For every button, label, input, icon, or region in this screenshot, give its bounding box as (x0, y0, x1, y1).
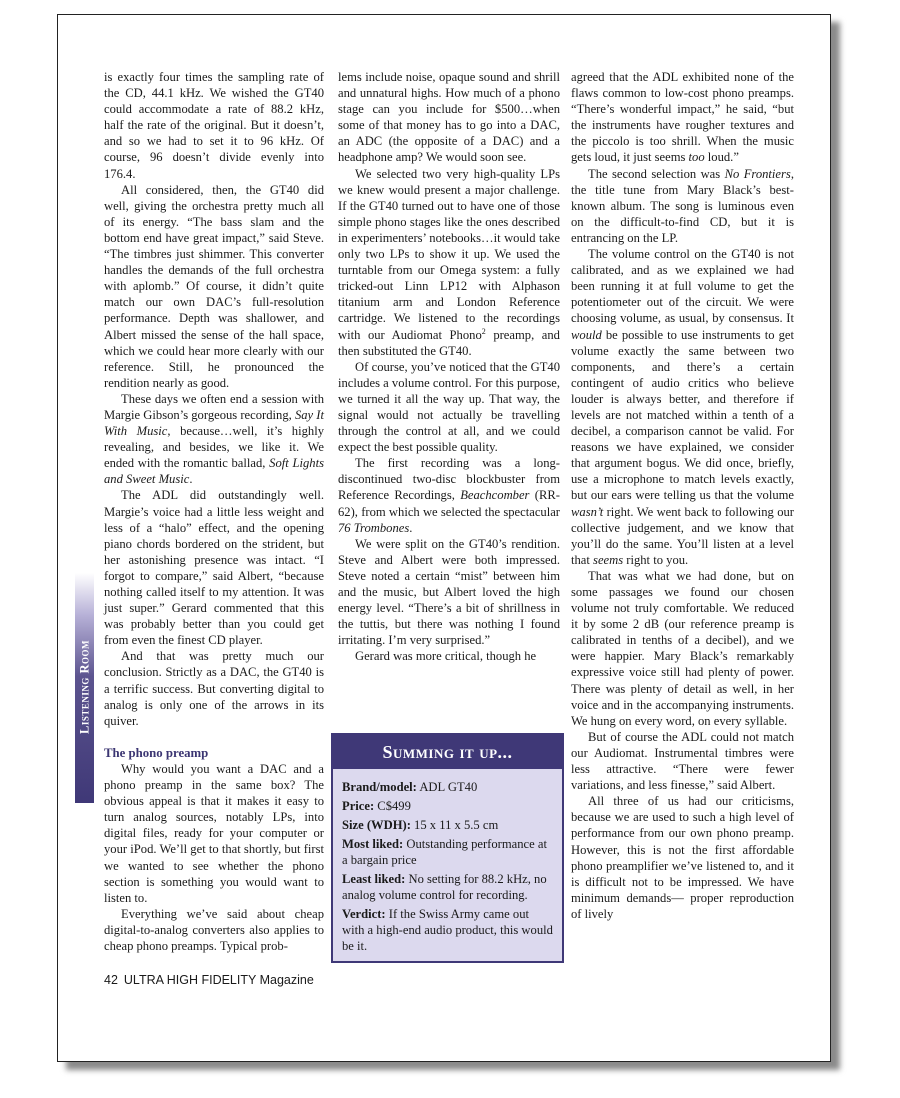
emphasis: seems (593, 552, 624, 567)
paragraph: That was what we had done, but on some passages we found our chosen volume not truly comfortable. We reduced it by some 2 dB (our reference preamp is calibrated in tenths of a decibel), and we were happier. Mary Black’s remarkably expressive voice still had plenty of power. There was plenty of detail as well, in her voice and in the accompanying instruments. We hung on every word, on every syllable. (571, 568, 794, 728)
summary-value: If the Swiss Army came out with a high-end audio product, this would be it. (342, 907, 553, 953)
summary-value: ADL GT40 (416, 780, 478, 794)
summary-price (342, 798, 554, 814)
magazine-name: ULTRA HIGH FIDELITY Magazine (123, 973, 314, 987)
magazine-page (57, 14, 831, 1062)
summary-value: 15 x 11 x 5.5 cm (410, 818, 499, 832)
paragraph: lems include noise, opaque sound and shrill and unnatural highs. How much of a phono stage can you include for $500…when some of that money has to go into a DAC, an ADC (the opposite of a DAC) and a headphone amp? We would soon see. (338, 70, 560, 165)
summary-value: C$499 (374, 799, 411, 813)
summary-label: Verdict: (342, 907, 386, 921)
text-run: The second selection was (588, 166, 725, 181)
text-run: , because…well, it’s highly revealing, and besides, we like it. We ended with the romantic ballad, (104, 424, 324, 471)
summary-value: No setting for 88.2 kHz, no analog volume control for recording. (342, 872, 547, 902)
paragraph (338, 166, 560, 359)
summary-label: Least liked: (342, 872, 406, 886)
summary-value: Outstanding performance at a bargain price (342, 837, 547, 867)
song-title: Soft Lights and Sweet Music (104, 456, 324, 487)
column-2 (338, 69, 560, 664)
summary-heading: Summing it up... (333, 735, 562, 769)
paragraph: Everything we’ve said about cheap digital-to-analog converters also applies to cheap phono preamps. Typical prob- (104, 906, 324, 953)
text-run: right to you. (623, 552, 689, 567)
paragraph: But of course the ADL could not match our Audiomat. Instrumental timbres were less attractive. “There were fewer variations, and less finesse,” said Albert. (571, 729, 794, 793)
text-run: . (189, 472, 193, 487)
paragraph (571, 246, 794, 568)
paragraph (338, 455, 560, 535)
emphasis: wasn’t (571, 504, 604, 519)
summary-least-liked (342, 871, 554, 903)
summary-label: Most liked: (342, 837, 404, 851)
text-run: , the title tune from Mary Black’s best-known album. The song is luminous even on the difficult-to-find CD, but it is entrancing on the LP. (571, 166, 794, 245)
summary-size (342, 817, 554, 833)
paragraph: And that was pretty much our conclusion. Strictly as a DAC, the GT40 is a terrific success. But converting digital to analog is only one of the arrows in its quiver. (104, 649, 324, 728)
section-subhead: The phono preamp (104, 745, 209, 760)
paragraph: We were split on the GT40’s rendition. Steve and Albert were both impressed. Steve noted a certain “mist” between him and the music, but Albert loved the high energy level. “There’s a bit of shrillness in the tuttis, but there was nothing I found irritating. I’m very surprised.” (338, 536, 560, 648)
summary-most-liked (342, 836, 554, 868)
text-run: These days we often end a session with Margie Gibson’s gorgeous recording, (104, 391, 324, 422)
text-run: agreed that the ADL exhibited none of the flaws common to low-cost phono preamps. “There’s wonderful impact,” he said, “but the instruments have rougher textures and the piccolo is too shrill. When the music gets loud, it just seems (571, 70, 794, 165)
text-run: . (409, 520, 413, 535)
emphasis: would (571, 327, 602, 342)
album-title: Say It With Music (104, 407, 324, 439)
paragraph: is exactly four times the sampling rate of the CD, 44.1 kHz. We wished the GT40 could accommodate a rate of 88.2 kHz, half the rate of the original. But it doesn’t, and so we had to set it to 96 kHz. Of course, 96 doesn’t divide evenly into 176.4. (104, 70, 324, 181)
text-run: be possible to use instruments to get volume exactly the same between two components, and there’s a certain contingent of audio critics who believe louder is always better, and therefore if levels are not matched within a tenth of a decibel, a comparison cannot be valid. For reasons we have explained, we consider that argument bogus. We did once, briefly, use a microphone to match levels exactly, but our ears were telling us that the volume (571, 327, 794, 503)
paragraph: Gerard was more critical, though he (355, 649, 537, 664)
paragraph: All considered, then, the GT40 did well, giving the orchestra pretty much all of its energy. “The bass slam and the bottom end have great impact,” said Steve. “The timbres just shimmer. This converter handles the demands of the full orchestra with aplomb.” Of course, it didn’t quite match our own DAC’s full-resolution performance. Depth was shallower, and Albert missed the sense of the hall space, which we could hear more clearly with our reference. Still, he pronounced the rendition nearly as good. (104, 182, 324, 390)
text-run: preamp, and then substituted the GT40. (338, 327, 560, 358)
summary-label: Price: (342, 799, 375, 813)
album-title: No Frontiers (724, 166, 791, 181)
paragraph: Of course, you’ve noticed that the GT40 includes a volume control. For this purpose, we turned it all the way up. That way, the signal would not actually be travelling through the control at all, and we could expect the best possible quality. (338, 359, 560, 455)
column-3 (571, 69, 794, 922)
summary-brand (342, 779, 554, 795)
paragraph: The ADL did outstandingly well. Margie’s voice had a little less weight and less of a “halo” effect, and the opening piano chords bordered on the strident, but her astonishing presence was intact. “I forgot to compare,” said Albert, “because nothing called itself to my attention. It was just super.” Gerard commented that this was probably better than you could get from even the finest CD player. (104, 488, 324, 648)
paragraph (571, 69, 794, 166)
text-run: loud.” (704, 150, 739, 165)
paragraph (104, 391, 324, 488)
page-number: 42 (104, 973, 118, 987)
emphasis: too (688, 150, 705, 165)
text-run: right. We went back to following our collective judgement, and we know that you’ll do the same. You’ll listen at a level that (571, 504, 794, 567)
song-title: 76 Trombones (338, 520, 410, 535)
paragraph: All three of us had our criticisms, because we are used to such a high level of performance from our own phono preamp. However, this is not the first affordable phono preamplifier we’ve listened to, and it is difficult not to be impressed. We have minimum demands— proper reproduction of lively (571, 794, 794, 921)
summary-box (331, 733, 564, 963)
superscript: 2 (481, 326, 486, 336)
summary-body (333, 769, 562, 954)
page-footer (104, 973, 314, 987)
column-1 (104, 69, 324, 954)
paragraph (571, 166, 794, 246)
section-tab-label: Listening Room (77, 639, 92, 735)
summary-label: Brand/model: (342, 780, 417, 794)
text-run: (RR-62), from which we selected the spectacular (338, 488, 560, 519)
text-run: We selected two very high-quality LPs we knew would present a major challenge. If the GT40 turned out to have one of those simple phono stages like the ones described in experimenters’ notebooks…it would take only two LPs to show it up. We used the turntable from our Omega system: a fully tricked-out Linn LP12 with Alphason titanium arm and London Reference cartridge. We listened to the recordings with our Audiomat Phono (338, 166, 560, 342)
text-run: The first recording was a long-discontinued two-disc blockbuster from Reference Recordings, (338, 456, 560, 503)
summary-label: Size (WDH): (342, 818, 411, 832)
album-title: Beachcomber (460, 488, 530, 503)
paragraph: Why would you want a DAC and a phono preamp in the same box? The obvious appeal is that it makes it easy to turn analog sources, notably LPs, into digital files, ready for your computer or your iPod. We’ll get to that shortly, but first we wanted to see whether the phono section is something you would want to listen to. (104, 761, 324, 905)
summary-verdict (342, 906, 554, 954)
text-run: The volume control on the GT40 is not calibrated, and as we explained we had been running it at full volume to get the potentiometer out of the circuit. We were choosing volume, as usual, by consensus. It (571, 247, 794, 326)
